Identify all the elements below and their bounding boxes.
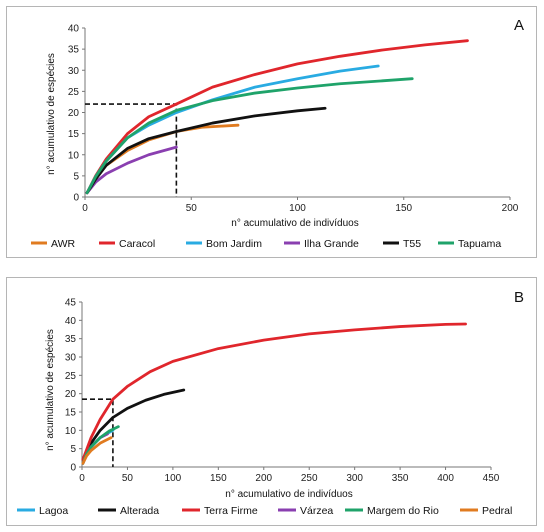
y-tick-label: 45	[64, 297, 76, 309]
y-tick-label: 5	[70, 444, 76, 456]
x-tick-label: 50	[121, 473, 134, 484]
y-tick-label: 15	[64, 407, 76, 419]
series-line-tapuama	[87, 79, 412, 193]
chart-panel-b	[6, 277, 537, 526]
panel-letter-a: A	[513, 17, 525, 34]
x-tick-label: 200	[501, 203, 519, 214]
chart-a-svg	[7, 7, 536, 257]
y-axis-title-a: n° acumulativo de espécies	[46, 53, 57, 175]
x-tick-label: 400	[437, 473, 454, 484]
legend-label: Alterada	[120, 505, 160, 517]
x-tick-label: 0	[82, 203, 88, 214]
x-tick-label: 100	[164, 473, 182, 484]
y-tick-label: 0	[70, 462, 76, 474]
y-tick-label: 10	[67, 150, 79, 162]
x-axis-title-a: n° acumulativo de indivíduos	[231, 218, 359, 229]
y-tick-label: 5	[73, 171, 79, 183]
y-tick-label: 30	[67, 65, 79, 77]
series-line-caracol	[87, 41, 467, 193]
x-tick-label: 200	[255, 473, 273, 484]
x-tick-label: 0	[79, 473, 85, 484]
chart-b-svg	[7, 278, 536, 525]
y-tick-label: 20	[64, 389, 76, 401]
y-tick-label: 10	[64, 425, 76, 437]
y-tick-label: 0	[73, 192, 79, 204]
chart-panel-a	[6, 6, 537, 258]
y-tick-label: 20	[67, 108, 79, 119]
y-tick-label: 30	[64, 352, 76, 364]
x-tick-label: 450	[482, 473, 500, 484]
series-line-t55	[87, 108, 325, 192]
y-tick-label: 35	[64, 334, 76, 346]
x-tick-label: 300	[346, 473, 364, 484]
y-tick-label: 40	[67, 23, 79, 35]
y-tick-label: 25	[64, 370, 76, 382]
panel-letter-b: B	[513, 289, 525, 306]
y-tick-label: 25	[67, 86, 79, 98]
series-line-terra-firme	[83, 324, 466, 460]
legend-label: Tapuama	[458, 238, 502, 250]
legend-label: Lagoa	[39, 505, 69, 517]
y-tick-label: 40	[64, 315, 76, 327]
legend-label: Margem do Rio	[367, 505, 439, 517]
x-tick-label: 150	[209, 473, 227, 484]
y-axis-title-b: n° acumulativo de espécies	[45, 329, 56, 451]
legend-label: AWR	[51, 238, 76, 250]
y-tick-label: 15	[67, 129, 79, 141]
x-tick-label: 50	[185, 203, 197, 214]
x-tick-label: 150	[395, 203, 413, 214]
legend-label: Terra Firme	[204, 505, 258, 517]
legend-label: Ilha Grande	[304, 238, 359, 250]
x-tick-label: 100	[289, 203, 306, 214]
x-tick-label: 250	[300, 473, 318, 484]
legend-label: Várzea	[300, 505, 334, 517]
x-tick-label: 350	[391, 473, 409, 484]
legend-label: Pedral	[482, 505, 513, 517]
y-tick-label: 35	[67, 44, 79, 56]
legend-label: Caracol	[119, 238, 156, 250]
legend-label: T55	[403, 238, 422, 250]
x-axis-title-b: n° acumulativo de indivíduos	[225, 489, 353, 500]
legend-label: Bom Jardim	[206, 238, 263, 250]
